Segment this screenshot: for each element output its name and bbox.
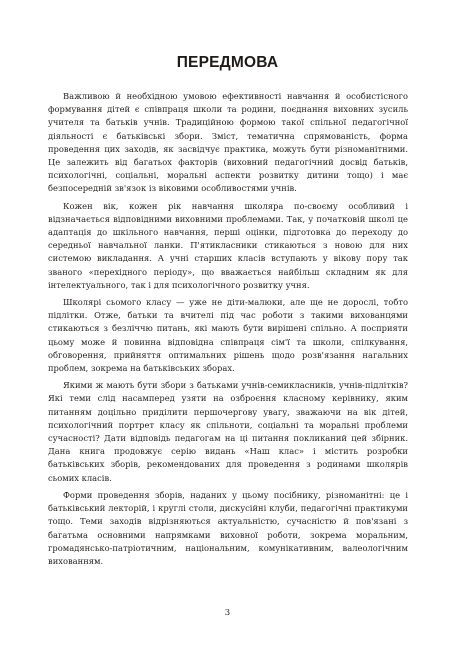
paragraph: Форми проведення зборів, наданих у цьому посібнику, різноманітні: це і батьківський лекторій, і круглі столи, дискусійні клуби, педагогічні практикуми тощо. Теми заходів відрізняються актуальністю, сучасністю й пов'язані з багатьма основними напрямками виховної роботи, зокрема моральним, громадянсько-патріотичним, національним, комунікативним, валеологічним вихованням. <box>48 489 408 566</box>
page-title: ПЕРЕДМОВА <box>176 54 279 72</box>
paragraph: Школярі сьомого класу — уже не діти-малюки, але ще не дорослі, тобто підлітки. Отже, батьки та вчителі під час роботи з такими вихованцями стикаються з безліччю питань, які мають бути вирішені спільно. А посприяти цьому може й повинна відповідна співпраця сім'ї та школи, спілкування, обговорення, прийняття оптимальних рішень щодо розв'язання нагальних проблем, зокрема на батьківських зборах. <box>48 297 408 374</box>
paragraph: Якими ж мають бути збори з батьками учнів-семикласників, учнів-підлітків? Які теми слід насамперед узяти на озброєння класному керівнику, яким питанням доцільно приділити першочергову увагу, зважаючи на вік дітей, психологічний портрет класу як спільноти, соціальні та моральні проблеми сучасності? Дати відповідь педагогам на ці питання покликаний цей збірник. Дана книга продовжує серію видань «Наш клас» і містить розробки батьківських зборів, рекомендованих для проведення з родинами школярів сьомих класів. <box>48 380 408 483</box>
paragraph: Важливою й необхідною умовою ефективності навчання й особистісного формування дітей є співпраця школи та родини, поєднання виховних зусиль учителя та батьків учнів. Традиційною формою такої спільної педагогічної діяльності є батьківські збори. Зміст, тематична спрямованість, форма проведення цих заходів, як засвідчує практика, можуть бути різноманітними. Це залежить від багатьох факторів (виховний педагогічний досвід батьків, психологічні, соціальні, моральні аспекти розвитку дитини тощо) і має безпосередній зв'язок із віковими особливостями учнів. <box>48 91 408 194</box>
preface-body <box>48 90 408 572</box>
paragraph: Кожен вік, кожен рік навчання школяра по-своєму особливий і відзначається відповідними виховними проблемами. Так, у початковій школі це адаптація до шкільного навчання, перші оцінки, підготовка до переходу до середньої навчальної ланки. П'ятикласники стикаються з новою для них системою викладання. А учні старших класів вступають у вікову пору так званого «перехідного періоду», що вважається найбільш складним як для інтелектуального, так і для психологічного розвитку учня. <box>48 200 408 290</box>
page-number: 3 <box>224 608 231 618</box>
